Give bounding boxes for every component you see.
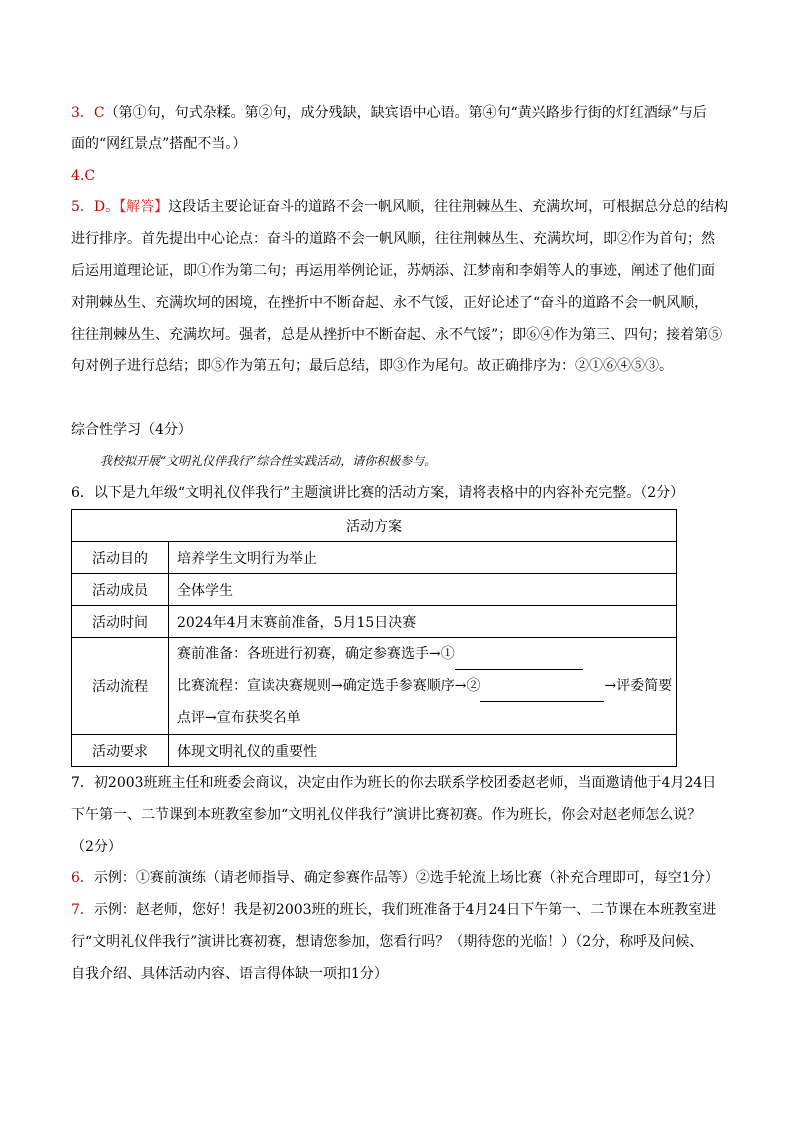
answer-7-number: 7． (71, 902, 94, 918)
table-row (72, 606, 677, 638)
row-value-purpose: 培养学生文明行为举止 (169, 542, 677, 574)
question-6: 6．以下是九年级“文明礼仪伴我行”主题演讲比赛的活动方案，请将表格中的内容补充完整。（2分） (71, 485, 685, 501)
row-label-flow: 活动流程 (72, 638, 169, 735)
flow-line-2-end: →评委简要 (604, 678, 673, 694)
answer-3-line-2: 面的“网红景点”搭配不当。） (71, 136, 247, 152)
answer-3-body: （第①句，句式杂糅。第②句，成分残缺，缺宾语中心语。第④句“黄兴路步行街的灯红酒绿”与后 (104, 105, 707, 121)
row-label-time: 活动时间 (72, 606, 169, 638)
answer-5-line-2: 进行排序。首先提出中心论点：奋斗的道路不会一帆风顺，往往荆棘丛生、充满坎坷，即②作为首句；然 (71, 231, 715, 247)
flow-line-1-text: 赛前准备：各班进行初赛，确定参赛选手→① (177, 646, 455, 662)
answer-3-number: 3．C (71, 105, 105, 121)
flow-line-3: 点评→宣布获奖名单 (177, 710, 301, 726)
answer-6-text: 示例：①赛前演练（请老师指导、确定参赛作品等）②选手轮流上场比赛（补充合理即可，每空1分） (93, 870, 719, 886)
row-label-requirement: 活动要求 (72, 735, 169, 767)
answer-5-line-6: 句对例子进行总结；即⑤作为第五句；最后总结，即③作为尾句。故正确排序为：②①⑥④⑤③。 (71, 358, 673, 374)
answer-5-line-3: 后运用道理论证，即①作为第二句；再运用举例论证，苏炳添、江梦南和李娟等人的事迹，阐述了他们面 (71, 263, 715, 279)
table-row (72, 542, 677, 574)
activity-plan-table (71, 509, 677, 767)
flow-line-2 (177, 670, 676, 702)
answer-7-line-3: 自我介绍、具体活动内容、语言得体缺一项扣1分） (71, 966, 388, 982)
row-value-members: 全体学生 (169, 574, 677, 606)
question-7-line-3: （2分） (71, 839, 122, 855)
answer-5-tag: 【解答】 (119, 199, 169, 215)
answer-5-prefix: 5．D。 (71, 199, 120, 215)
answer-5-text: 这段话主要论证奋斗的道路不会一帆风顺，往往荆棘丛生、充满坎坷，可根据总分总的结构 (168, 199, 729, 215)
table-row (72, 638, 677, 735)
blank-2[interactable] (480, 681, 604, 702)
answer-7-line-1 (71, 901, 716, 919)
row-label-purpose: 活动目的 (72, 542, 169, 574)
row-label-members: 活动成员 (72, 574, 169, 606)
blank-1[interactable] (455, 649, 583, 670)
table-row (72, 574, 677, 606)
answer-6 (71, 869, 719, 887)
answer-7-line-2: 行“文明礼仪伴我行”演讲比赛初赛，想请您参加，您看行吗？（期待您的光临！）（2分，称呼及问候、 (71, 934, 704, 950)
answer-5-line-1 (71, 198, 728, 216)
answer-5-line-5: 往往荆棘丛生、充满坎坷。强者，总是从挫折中不断奋起、永不气馁”；即⑥④作为第三、四句；接着第⑤ (71, 327, 723, 343)
answer-4: 4.C (71, 168, 96, 184)
flow-line-1 (177, 638, 676, 670)
section-intro: 我校拟开展“文明礼仪伴我行”综合性实践活动，请你积极参与。 (100, 454, 437, 468)
row-value-flow (169, 638, 677, 735)
question-7-line-2: 下午第一、二节课到本班教室参加“文明礼仪伴我行”演讲比赛初赛。作为班长，你会对赵老师怎么说？ (71, 807, 702, 823)
flow-line-2-text: 比赛流程：宣读决赛规则→确定选手参赛顺序→② (177, 678, 481, 694)
table-header: 活动方案 (72, 510, 677, 542)
section-title: 综合性学习（4分） (71, 422, 192, 438)
answer-3-line-1 (71, 104, 707, 122)
answer-7-text: 示例：赵老师，您好！我是初2003班的班长，我们班准备于4月24日下午第一、二节课在本班教室进 (93, 902, 717, 918)
answer-5-line-4: 对荆棘丛生、充满坎坷的困境，在挫折中不断奋起、永不气馁，正好论述了“奋斗的道路不会一帆风顺， (71, 295, 709, 311)
row-value-requirement: 体现文明礼仪的重要性 (169, 735, 677, 767)
question-7-line-1: 7．初2003班班主任和班委会商议，决定由作为班长的你去联系学校团委赵老师，当面邀请他于4月24日 (71, 775, 717, 791)
answer-6-number: 6． (71, 870, 94, 886)
row-value-time: 2024年4月末赛前准备，5月15日决赛 (169, 606, 677, 638)
table-row (72, 735, 677, 767)
